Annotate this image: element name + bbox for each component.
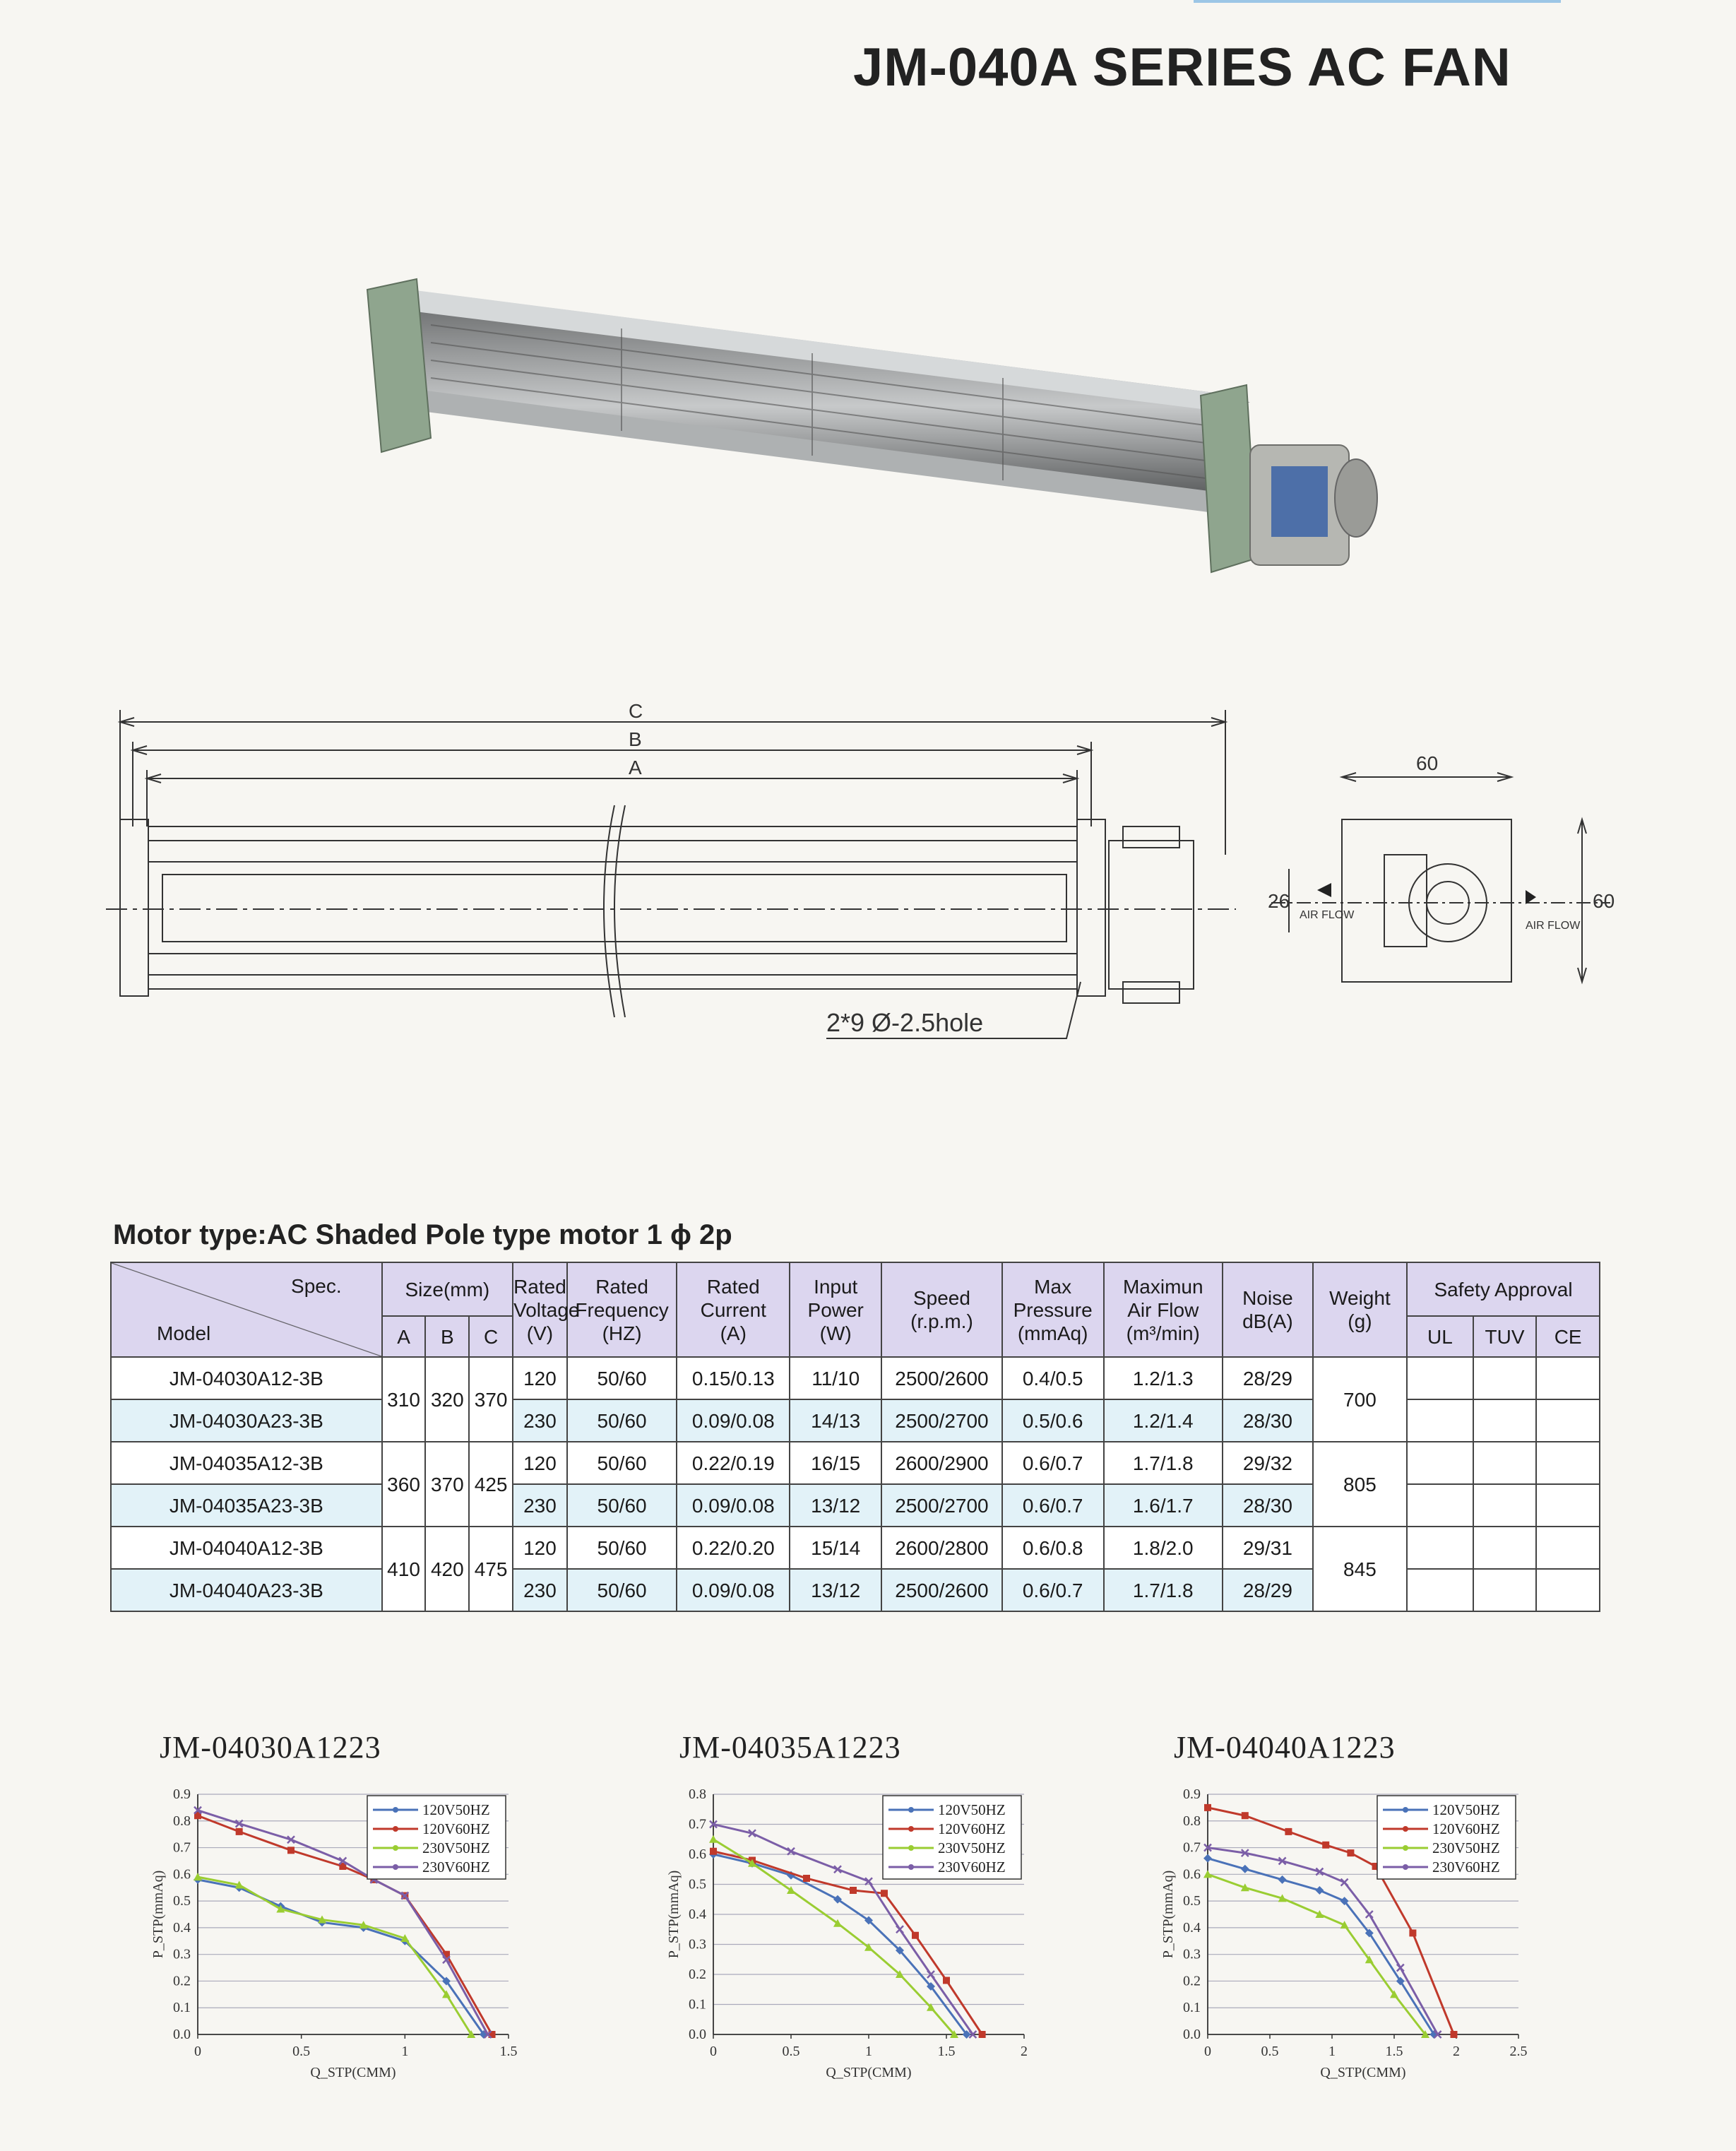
speed-cell: 2500/2700 bbox=[881, 1484, 1002, 1527]
speed-cell: 2600/2800 bbox=[881, 1527, 1002, 1569]
chart-title-1: JM-04030A1223 bbox=[160, 1730, 381, 1765]
legend-label: 120V60HZ bbox=[1432, 1820, 1500, 1837]
airflow-cell: 1.7/1.8 bbox=[1104, 1442, 1223, 1484]
data-point bbox=[912, 1932, 919, 1939]
legend-label: 230V50HZ bbox=[422, 1839, 490, 1856]
data-point bbox=[881, 1890, 888, 1897]
y-tick-label: 0.0 bbox=[1183, 2027, 1201, 2042]
chart-04030 bbox=[141, 1787, 537, 2084]
x-tick-label: 1.5 bbox=[499, 2044, 518, 2059]
y-tick-label: 0.2 bbox=[689, 1967, 706, 1982]
frequency-cell: 50/60 bbox=[567, 1484, 677, 1527]
spec-table bbox=[110, 1262, 1600, 1612]
legend-label: 230V60HZ bbox=[938, 1859, 1006, 1876]
y-tick-label: 0.6 bbox=[173, 1866, 191, 1883]
frequency-cell: 50/60 bbox=[567, 1399, 677, 1442]
y-tick-label: 0.2 bbox=[1183, 1973, 1201, 1989]
noise-cell: 28/29 bbox=[1223, 1569, 1313, 1611]
power-cell: 13/12 bbox=[790, 1484, 881, 1527]
data-point bbox=[979, 2031, 986, 2038]
ce-header: CE bbox=[1536, 1316, 1600, 1357]
ce-cell bbox=[1536, 1484, 1600, 1527]
y-tick-label: 0.4 bbox=[689, 1907, 706, 1922]
power-header: Input Power (W) bbox=[790, 1262, 881, 1357]
table-row bbox=[111, 1442, 1600, 1484]
ul-cell bbox=[1407, 1357, 1473, 1399]
voltage-cell: 230 bbox=[513, 1399, 567, 1442]
y-tick-label: 0.0 bbox=[173, 2027, 191, 2042]
current-cell: 0.22/0.20 bbox=[677, 1527, 790, 1569]
tuv-cell bbox=[1473, 1442, 1537, 1484]
y-tick-label: 0.9 bbox=[173, 1786, 191, 1802]
chart-04035 bbox=[657, 1787, 1052, 2084]
chart-legend bbox=[1377, 1796, 1516, 1879]
legend-marker bbox=[908, 1826, 914, 1832]
data-point bbox=[1315, 1886, 1324, 1895]
size-c-cell: 425 bbox=[469, 1442, 513, 1527]
pressure-cell: 0.6/0.7 bbox=[1002, 1484, 1104, 1527]
tuv-header: TUV bbox=[1473, 1316, 1537, 1357]
noise-cell: 29/31 bbox=[1223, 1527, 1313, 1569]
pressure-header: Max Pressure (mmAq) bbox=[1002, 1262, 1104, 1357]
data-point bbox=[803, 1875, 810, 1882]
y-axis-label: P_STP(mmAq) bbox=[1160, 1870, 1176, 1959]
side-width-label: 60 bbox=[1416, 752, 1439, 774]
weight-cell: 805 bbox=[1313, 1442, 1407, 1527]
legend-marker bbox=[1403, 1864, 1408, 1870]
x-tick-label: 0.5 bbox=[1261, 2044, 1279, 2059]
noise-cell: 29/32 bbox=[1223, 1442, 1313, 1484]
y-tick-label: 0.3 bbox=[173, 1946, 191, 1962]
ul-cell bbox=[1407, 1484, 1473, 1527]
legend-marker bbox=[393, 1826, 398, 1832]
noise-cell: 28/30 bbox=[1223, 1399, 1313, 1442]
frequency-cell: 50/60 bbox=[567, 1569, 677, 1611]
data-point bbox=[1322, 1842, 1329, 1849]
spec-label: Spec. bbox=[291, 1275, 342, 1297]
data-point bbox=[1204, 1804, 1211, 1811]
product-photo bbox=[353, 275, 1384, 608]
airflow-header: Maximun Air Flow (m³/min) bbox=[1104, 1262, 1223, 1357]
frequency-header: Rated Frequency (HZ) bbox=[567, 1262, 677, 1357]
legend-label: 120V50HZ bbox=[422, 1801, 490, 1818]
model-cell: JM-04030A23-3B bbox=[111, 1399, 382, 1442]
current-header: Rated Current (A) bbox=[677, 1262, 790, 1357]
ce-cell bbox=[1536, 1442, 1600, 1484]
top-accent-bar bbox=[1194, 0, 1561, 3]
current-cell: 0.22/0.19 bbox=[677, 1442, 790, 1484]
size-c-header: C bbox=[469, 1316, 513, 1357]
x-tick-label: 0 bbox=[194, 2044, 201, 2059]
x-tick-label: 1 bbox=[401, 2044, 409, 2059]
model-label: Model bbox=[157, 1322, 211, 1344]
frequency-cell: 50/60 bbox=[567, 1442, 677, 1484]
pressure-cell: 0.6/0.7 bbox=[1002, 1442, 1104, 1484]
dim-a-label: A bbox=[629, 757, 642, 778]
model-cell: JM-04030A12-3B bbox=[111, 1357, 382, 1399]
weight-header: Weight (g) bbox=[1313, 1262, 1407, 1357]
size-b-cell: 420 bbox=[425, 1527, 469, 1611]
size-c-cell: 370 bbox=[469, 1357, 513, 1442]
chart-legend bbox=[883, 1796, 1021, 1879]
weight-cell: 845 bbox=[1313, 1527, 1407, 1611]
legend-label: 120V50HZ bbox=[1432, 1801, 1500, 1818]
speed-header: Speed (r.p.m.) bbox=[881, 1262, 1002, 1357]
chart-04040 bbox=[1151, 1787, 1547, 2084]
y-tick-label: 0.6 bbox=[1183, 1866, 1201, 1883]
noise-header: Noise dB(A) bbox=[1223, 1262, 1313, 1357]
power-cell: 13/12 bbox=[790, 1569, 881, 1611]
x-tick-label: 0 bbox=[710, 2044, 717, 2059]
legend-label: 230V50HZ bbox=[938, 1839, 1006, 1856]
size-a-cell: 360 bbox=[382, 1442, 426, 1527]
voltage-cell: 120 bbox=[513, 1442, 567, 1484]
dim-b-label: B bbox=[629, 728, 642, 750]
ce-cell bbox=[1536, 1357, 1600, 1399]
legend-marker bbox=[393, 1864, 398, 1870]
speed-cell: 2500/2700 bbox=[881, 1399, 1002, 1442]
chart-title-3: JM-04040A1223 bbox=[1174, 1730, 1396, 1765]
tuv-cell bbox=[1473, 1569, 1537, 1611]
legend-marker bbox=[1403, 1845, 1408, 1851]
series-line-120v50hz bbox=[198, 1880, 484, 2034]
noise-cell: 28/29 bbox=[1223, 1357, 1313, 1399]
y-tick-label: 0.1 bbox=[689, 1996, 706, 2013]
ul-cell bbox=[1407, 1399, 1473, 1442]
data-point bbox=[710, 1848, 717, 1855]
dimension-drawing bbox=[106, 699, 1236, 1038]
x-tick-label: 0 bbox=[1204, 2044, 1211, 2059]
data-point bbox=[1450, 2031, 1457, 2038]
x-tick-label: 0.5 bbox=[782, 2044, 800, 2059]
airflow-right-label: AIR FLOW bbox=[1526, 920, 1581, 932]
current-cell: 0.09/0.08 bbox=[677, 1569, 790, 1611]
x-tick-label: 2.5 bbox=[1509, 2044, 1528, 2059]
pressure-cell: 0.6/0.8 bbox=[1002, 1527, 1104, 1569]
airflow-cell: 1.7/1.8 bbox=[1104, 1569, 1223, 1611]
x-tick-label: 2 bbox=[1453, 2044, 1460, 2059]
current-cell: 0.09/0.08 bbox=[677, 1399, 790, 1442]
data-point bbox=[1366, 1911, 1373, 1918]
y-tick-label: 0.8 bbox=[689, 1786, 706, 1802]
legend-marker bbox=[908, 1807, 914, 1813]
data-point bbox=[1278, 1876, 1287, 1884]
legend-label: 120V60HZ bbox=[938, 1820, 1006, 1837]
current-cell: 0.09/0.08 bbox=[677, 1484, 790, 1527]
data-point bbox=[709, 1835, 718, 1843]
size-b-cell: 370 bbox=[425, 1442, 469, 1527]
model-cell: JM-04040A12-3B bbox=[111, 1527, 382, 1569]
legend-marker bbox=[908, 1864, 914, 1870]
x-tick-label: 1.5 bbox=[1385, 2044, 1403, 2059]
ce-cell bbox=[1536, 1527, 1600, 1569]
ul-cell bbox=[1407, 1569, 1473, 1611]
pressure-cell: 0.5/0.6 bbox=[1002, 1399, 1104, 1442]
y-tick-label: 0.4 bbox=[173, 1919, 191, 1936]
airflow-cell: 1.6/1.7 bbox=[1104, 1484, 1223, 1527]
size-a-cell: 410 bbox=[382, 1527, 426, 1611]
model-cell: JM-04035A23-3B bbox=[111, 1484, 382, 1527]
y-tick-label: 0.1 bbox=[1183, 2000, 1201, 2016]
frequency-cell: 50/60 bbox=[567, 1527, 677, 1569]
side-height-label: 60 bbox=[1593, 890, 1615, 912]
current-cell: 0.15/0.13 bbox=[677, 1357, 790, 1399]
model-cell: JM-04040A23-3B bbox=[111, 1569, 382, 1611]
data-point bbox=[1397, 1965, 1404, 1972]
table-row bbox=[111, 1527, 1600, 1569]
y-tick-label: 0.0 bbox=[689, 2027, 706, 2042]
tuv-cell bbox=[1473, 1399, 1537, 1442]
x-tick-label: 1 bbox=[865, 2044, 872, 2059]
legend-marker bbox=[908, 1845, 914, 1851]
y-tick-label: 0.7 bbox=[1183, 1839, 1201, 1856]
legend-label: 230V60HZ bbox=[422, 1859, 490, 1876]
legend-marker bbox=[393, 1845, 398, 1851]
side-offset-label: 26 bbox=[1268, 890, 1290, 912]
airflow-cell: 1.2/1.3 bbox=[1104, 1357, 1223, 1399]
model-cell: JM-04035A12-3B bbox=[111, 1442, 382, 1484]
data-point bbox=[850, 1887, 857, 1894]
x-axis-label: Q_STP(CMM) bbox=[310, 2065, 396, 2080]
y-tick-label: 0.8 bbox=[173, 1813, 191, 1829]
ul-header: UL bbox=[1407, 1316, 1473, 1357]
y-tick-label: 0.1 bbox=[173, 2000, 191, 2016]
dim-c-label: C bbox=[629, 700, 643, 722]
data-point bbox=[287, 1847, 295, 1854]
tuv-cell bbox=[1473, 1357, 1537, 1399]
size-c-cell: 475 bbox=[469, 1527, 513, 1611]
y-tick-label: 0.8 bbox=[1183, 1813, 1201, 1829]
legend-label: 230V60HZ bbox=[1432, 1859, 1500, 1876]
table-row bbox=[111, 1357, 1600, 1399]
y-axis-label: P_STP(mmAq) bbox=[666, 1870, 682, 1959]
frequency-cell: 50/60 bbox=[567, 1357, 677, 1399]
speed-cell: 2600/2900 bbox=[881, 1442, 1002, 1484]
x-tick-label: 0.5 bbox=[292, 2044, 311, 2059]
chart-title-2: JM-04035A1223 bbox=[679, 1730, 901, 1765]
data-point bbox=[1409, 1929, 1416, 1936]
safety-header: Safety Approval bbox=[1407, 1262, 1600, 1316]
size-header: Size(mm) bbox=[382, 1262, 513, 1316]
y-tick-label: 0.3 bbox=[1183, 1946, 1201, 1962]
spec-model-header bbox=[111, 1262, 382, 1357]
airflow-cell: 1.8/2.0 bbox=[1104, 1527, 1223, 1569]
ce-cell bbox=[1536, 1569, 1600, 1611]
power-cell: 16/15 bbox=[790, 1442, 881, 1484]
motor-type-heading: Motor type:AC Shaded Pole type motor 1 ϕ 2p bbox=[113, 1219, 732, 1250]
y-tick-label: 0.5 bbox=[689, 1876, 706, 1892]
y-axis-label: P_STP(mmAq) bbox=[150, 1870, 166, 1959]
legend-marker bbox=[1403, 1807, 1408, 1813]
legend-marker bbox=[1403, 1826, 1408, 1832]
y-tick-label: 0.7 bbox=[173, 1839, 191, 1856]
noise-cell: 28/30 bbox=[1223, 1484, 1313, 1527]
y-tick-label: 0.3 bbox=[689, 1936, 706, 1953]
airflow-cell: 1.2/1.4 bbox=[1104, 1399, 1223, 1442]
y-tick-label: 0.4 bbox=[1183, 1919, 1201, 1936]
x-tick-label: 1.5 bbox=[937, 2044, 956, 2059]
legend-label: 120V50HZ bbox=[938, 1801, 1006, 1818]
y-tick-label: 0.7 bbox=[689, 1816, 706, 1832]
pressure-cell: 0.4/0.5 bbox=[1002, 1357, 1104, 1399]
ul-cell bbox=[1407, 1442, 1473, 1484]
power-cell: 14/13 bbox=[790, 1399, 881, 1442]
legend-marker bbox=[393, 1807, 398, 1813]
tuv-cell bbox=[1473, 1484, 1537, 1527]
size-a-header: A bbox=[382, 1316, 426, 1357]
data-point bbox=[1203, 1854, 1212, 1863]
voltage-cell: 230 bbox=[513, 1569, 567, 1611]
size-b-header: B bbox=[425, 1316, 469, 1357]
chart-legend bbox=[367, 1796, 506, 1879]
x-tick-label: 2 bbox=[1021, 2044, 1028, 2059]
voltage-cell: 230 bbox=[513, 1484, 567, 1527]
y-tick-label: 0.9 bbox=[1183, 1786, 1201, 1802]
tuv-cell bbox=[1473, 1527, 1537, 1569]
data-point bbox=[1241, 1865, 1249, 1873]
data-point bbox=[896, 1926, 903, 1933]
voltage-header: Rated Voltage (V) bbox=[513, 1262, 567, 1357]
power-cell: 11/10 bbox=[790, 1357, 881, 1399]
data-point bbox=[1242, 1812, 1249, 1819]
speed-cell: 2500/2600 bbox=[881, 1357, 1002, 1399]
data-point bbox=[1347, 1849, 1354, 1856]
page-title: JM-040A SERIES AC FAN bbox=[853, 37, 1511, 97]
hole-note: 2*9 Ø-2.5hole bbox=[826, 1008, 984, 1037]
ce-cell bbox=[1536, 1399, 1600, 1442]
airflow-left-label: AIR FLOW bbox=[1300, 909, 1355, 921]
side-view-drawing bbox=[1268, 749, 1615, 1038]
x-axis-label: Q_STP(CMM) bbox=[826, 2065, 912, 2080]
data-point bbox=[1285, 1828, 1292, 1835]
weight-cell: 700 bbox=[1313, 1357, 1407, 1442]
ul-cell bbox=[1407, 1527, 1473, 1569]
size-a-cell: 310 bbox=[382, 1357, 426, 1442]
y-tick-label: 0.5 bbox=[1183, 1893, 1201, 1909]
legend-label: 230V50HZ bbox=[1432, 1839, 1500, 1856]
y-tick-label: 0.6 bbox=[689, 1847, 706, 1862]
pressure-cell: 0.6/0.7 bbox=[1002, 1569, 1104, 1611]
x-axis-label: Q_STP(CMM) bbox=[1320, 2065, 1406, 2080]
legend-label: 120V60HZ bbox=[422, 1820, 490, 1837]
data-point bbox=[236, 1828, 243, 1835]
data-point bbox=[943, 1977, 950, 1984]
speed-cell: 2500/2600 bbox=[881, 1569, 1002, 1611]
size-b-cell: 320 bbox=[425, 1357, 469, 1442]
y-tick-label: 0.2 bbox=[173, 1973, 191, 1989]
voltage-cell: 120 bbox=[513, 1357, 567, 1399]
voltage-cell: 120 bbox=[513, 1527, 567, 1569]
power-cell: 15/14 bbox=[790, 1527, 881, 1569]
x-tick-label: 1 bbox=[1328, 2044, 1336, 2059]
y-tick-label: 0.5 bbox=[173, 1893, 191, 1909]
